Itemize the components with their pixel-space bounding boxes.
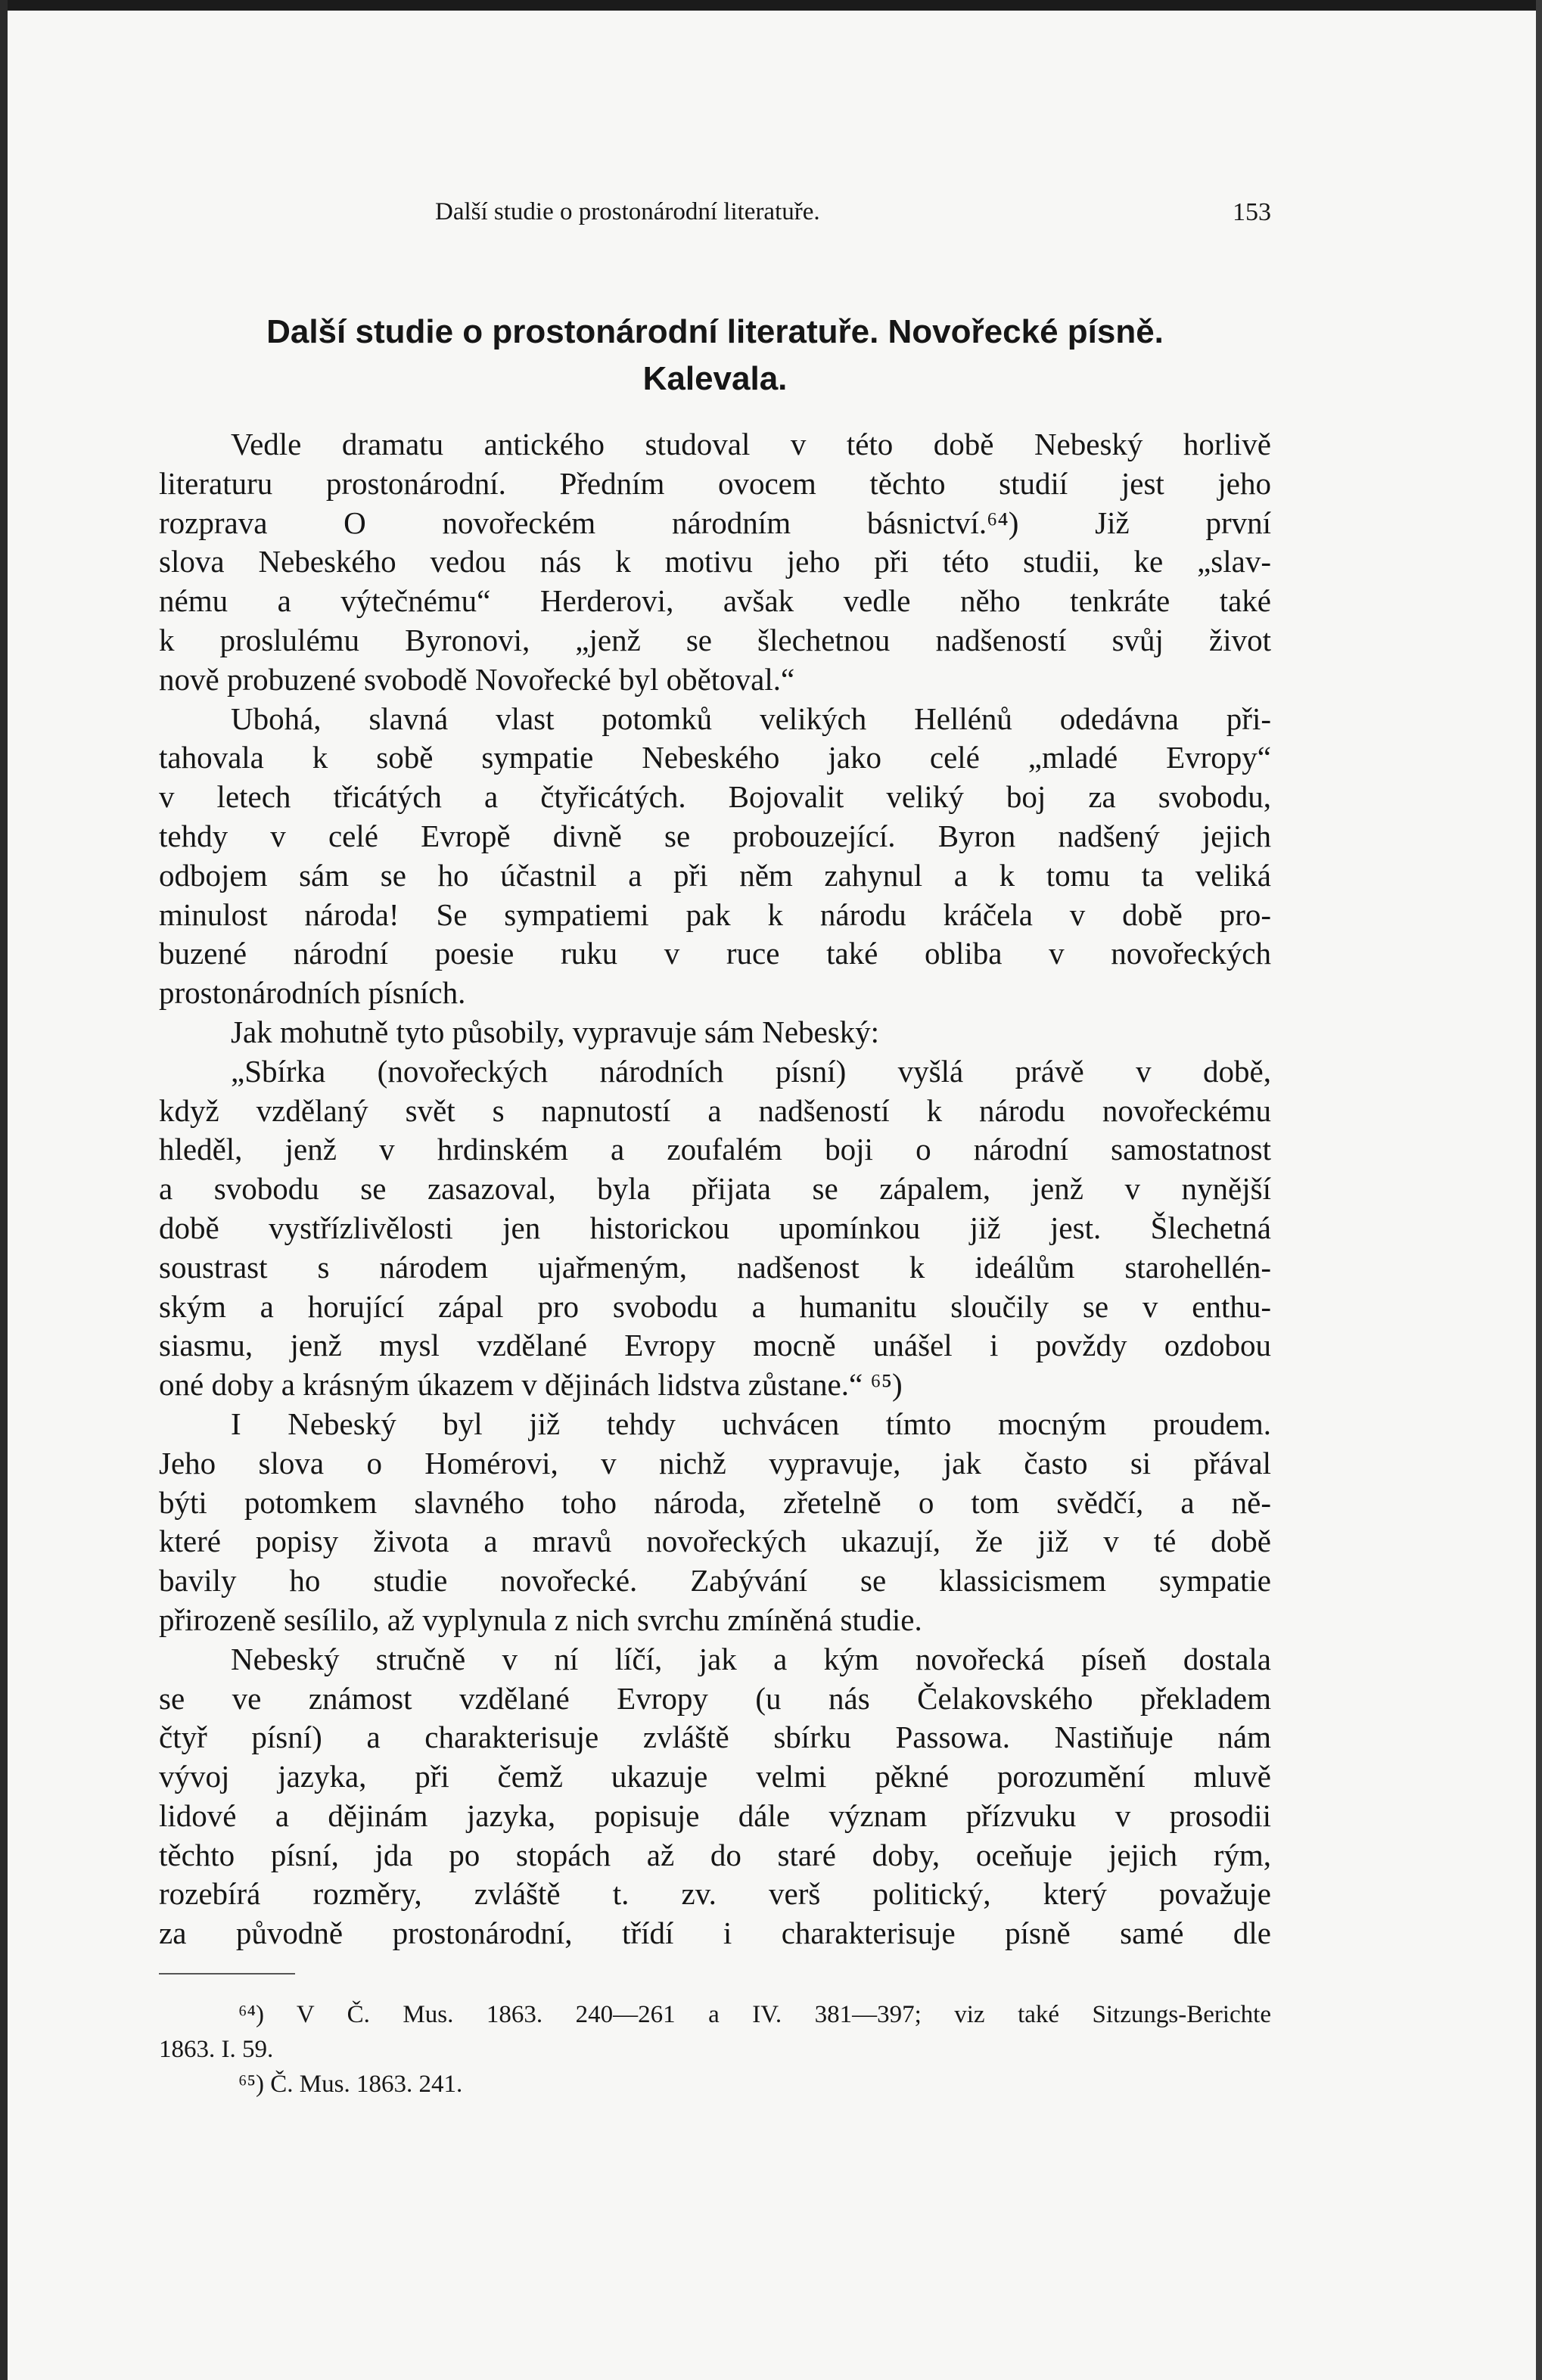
body-line: minulost národa! Se sympatiemi pak k národu kráčela v době pro- xyxy=(159,896,1271,932)
footnote-65: ⁶⁵) Č. Mus. 1863. 241. xyxy=(238,2071,463,2098)
body-line: Jak mohutně tyto působily, vypravuje sám Nebeský: xyxy=(231,1014,880,1049)
body-line: čtyř písní) a charakterisuje zvláště sbírku Passowa. Nastiňuje nám xyxy=(159,1720,1271,1755)
body-line: odbojem sám se ho účastnil a při něm zahynul a k tomu ta veliká xyxy=(159,857,1271,893)
footnote-64: ⁶⁴) V Č. Mus. 1863. 240—261 a IV. 381—397; viz také Sitzungs-Berichte xyxy=(238,2001,1271,2028)
scan-edge-top xyxy=(0,0,1542,11)
body-line: prostonárodních písních. xyxy=(159,975,466,1011)
body-line: vývoj jazyka, při čemž ukazuje velmi pěkné porozumění mluvě xyxy=(159,1759,1271,1794)
body-line: hleděl, jenž v hrdinském a zoufalém boji o národní samostatnost xyxy=(159,1132,1271,1167)
body-line: se ve známost vzdělané Evropy (u nás Čelakovského překladem xyxy=(159,1680,1271,1716)
body-line: nově probuzené svobodě Novořecké byl obětoval.“ xyxy=(159,661,795,697)
chapter-title-line-1: Další studie o prostonárodní literatuře. Novořecké písně. xyxy=(266,313,1164,350)
body-line: literaturu prostonárodní. Předním ovocem těchto studií jest jeho xyxy=(159,465,1271,501)
body-line: ským a horující zápal pro svobodu a humanitu sloučily se v enthu- xyxy=(159,1288,1271,1324)
body-line: buzené národní poesie ruku v ruce také obliba v novořeckých xyxy=(159,936,1271,971)
body-line: době vystřízlivělosti jen historickou upomínkou již jest. Šlechetná xyxy=(159,1210,1271,1245)
body-line: slova Nebeského vedou nás k motivu jeho při této studii, ke „slav- xyxy=(159,544,1271,579)
body-line: když vzdělaný svět s napnutostí a nadšeností k národu novořeckému xyxy=(159,1092,1271,1128)
body-line: Nebeský stručně v ní líčí, jak a kým novořecká píseň dostala xyxy=(231,1641,1271,1676)
chapter-title xyxy=(159,309,1271,402)
body-line: rozebírá rozměry, zvláště t. zv. verš politický, který považuje xyxy=(159,1876,1271,1912)
chapter-title-line-2: Kalevala. xyxy=(642,360,788,397)
body-line: nému a výtečnému“ Herderovi, avšak vedle něho tenkráte také xyxy=(159,583,1271,619)
body-line: za původně prostonárodní, třídí i charakterisuje písně samé dle xyxy=(159,1915,1271,1951)
body-line: tehdy v celé Evropě divně se probouzející. Byron nadšený jejich xyxy=(159,818,1271,853)
body-line: k proslulému Byronovi, „jenž se šlechetnou nadšeností svůj život xyxy=(159,622,1271,657)
body-line: bavily ho studie novořecké. Zabývání se klassicismem sympatie xyxy=(159,1563,1271,1599)
body-line: přirozeně sesílilo, až vyplynula z nich svrchu zmíněná studie. xyxy=(159,1602,922,1637)
body-line: a svobodu se zasazoval, byla přijata se zápalem, jenž v nynější xyxy=(159,1171,1271,1207)
scan-edge-left xyxy=(0,0,8,2380)
footnote-divider xyxy=(159,1973,295,1975)
footnote-64-continuation: 1863. I. 59. xyxy=(159,2036,274,2063)
body-line: těchto písní, jda po stopách až do staré doby, oceňuje jejich rým, xyxy=(159,1837,1271,1872)
body-line: které popisy života a mravů novořeckých ukazují, že již v té době xyxy=(159,1524,1271,1559)
body-line: I Nebeský byl již tehdy uchvácen tímto mocným proudem. xyxy=(231,1406,1271,1441)
footnotes xyxy=(159,1997,1271,2102)
running-title: Další studie o prostonárodní literatuře. xyxy=(435,198,820,225)
body-line: oné doby a krásným úkazem v dějinách lidstva zůstane.“ ⁶⁵) xyxy=(159,1367,903,1403)
body-text xyxy=(159,425,1271,1953)
body-line: siasmu, jenž mysl vzdělané Evropy mocně unášel i povždy ozdobou xyxy=(159,1328,1271,1363)
body-line: v letech třicátých a čtyřicátých. Bojovalit veliký boj za svobodu, xyxy=(159,779,1271,815)
body-line: býti potomkem slavného toho národa, zřetelně o tom svědčí, a ně- xyxy=(159,1484,1271,1520)
page-number: 153 xyxy=(1233,198,1271,226)
scan-edge-right xyxy=(1536,0,1542,2380)
body-line: tahovala k sobě sympatie Nebeského jako celé „mladé Evropy“ xyxy=(159,740,1271,775)
body-line: Jeho slova o Homérovi, v nichž vypravuje, jak často si přával xyxy=(159,1445,1271,1481)
body-line: soustrast s národem ujařmeným, nadšenost k ideálům starohellén- xyxy=(159,1249,1271,1285)
body-line: rozprava O novořeckém národním básnictví.⁶⁴) Již první xyxy=(159,505,1271,540)
page-header xyxy=(159,198,1271,236)
body-line: Vedle dramatu antického studoval v této době Nebeský horlivě xyxy=(231,427,1271,461)
body-line: lidové a dějinám jazyka, popisuje dále význam přízvuku v prosodii xyxy=(159,1797,1271,1833)
body-line: Ubohá, slavná vlast potomků velikých Hellénů odedávna při- xyxy=(231,701,1271,736)
body-line: „Sbírka (novořeckých národních písní) vyšlá právě v době, xyxy=(231,1053,1271,1089)
